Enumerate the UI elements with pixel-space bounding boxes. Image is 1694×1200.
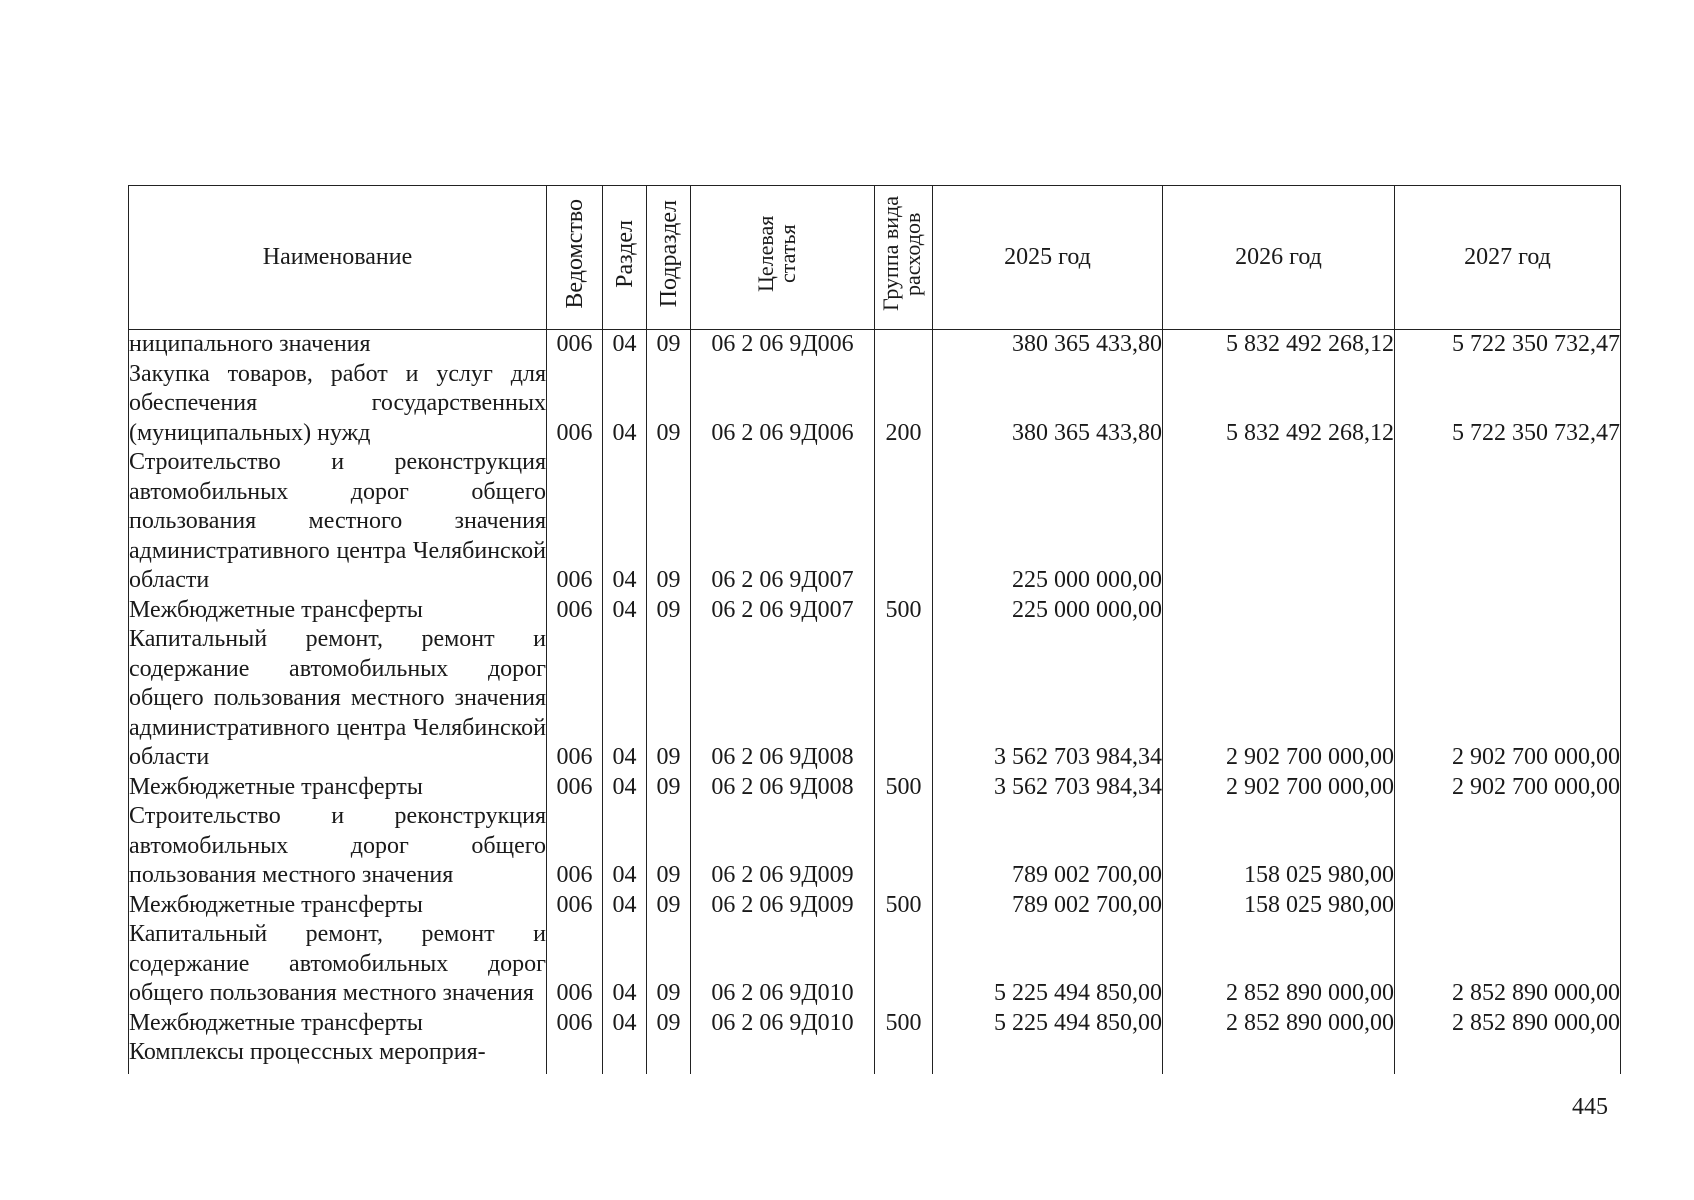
row-2026: 158 025 980,00 xyxy=(1163,802,1395,891)
row-2026 xyxy=(1163,448,1395,596)
row-2025: 225 000 000,00 xyxy=(933,596,1163,626)
row-gruppa xyxy=(875,920,933,1009)
row-2027: 2 852 890 000,00 xyxy=(1395,1009,1621,1039)
row-2025: 5 225 494 850,00 xyxy=(933,1009,1163,1039)
row-2027 xyxy=(1395,891,1621,921)
table-row xyxy=(129,596,1621,626)
table-row xyxy=(129,1009,1621,1039)
row-2027: 5 722 350 732,47 xyxy=(1395,360,1621,449)
header-2027-label: 2027 год xyxy=(1464,244,1551,270)
row-2025: 380 365 433,80 xyxy=(933,330,1163,360)
header-gruppa xyxy=(875,186,933,330)
row-2027 xyxy=(1395,596,1621,626)
row-2025: 789 002 700,00 xyxy=(933,802,1163,891)
table-row xyxy=(129,891,1621,921)
row-2026: 2 902 700 000,00 xyxy=(1163,773,1395,803)
row-2026: 2 852 890 000,00 xyxy=(1163,1009,1395,1039)
table-header-row xyxy=(129,186,1621,330)
row-vedomstvo: 006 xyxy=(547,596,603,626)
row-podrazdel: 09 xyxy=(647,330,691,360)
row-vedomstvo: 006 xyxy=(547,773,603,803)
row-podrazdel: 09 xyxy=(647,625,691,773)
row-tselevaya: 06 2 06 9Д008 xyxy=(691,625,875,773)
row-razdel: 04 xyxy=(603,330,647,360)
row-gruppa xyxy=(875,625,933,773)
row-podrazdel xyxy=(647,1038,691,1068)
page-number: 445 xyxy=(1572,1094,1608,1120)
header-vedomstvo-label: Ведомство xyxy=(561,199,588,309)
header-gruppa-label: Группа вида расходов xyxy=(877,196,925,312)
row-tselevaya: 06 2 06 9Д010 xyxy=(691,1009,875,1039)
row-razdel: 04 xyxy=(603,891,647,921)
row-podrazdel: 09 xyxy=(647,360,691,449)
header-2026-label: 2026 год xyxy=(1235,244,1322,270)
row-name: Строительство и реконструкция автомобильных дорог общего пользования местного значения xyxy=(129,802,547,891)
header-2025-label: 2025 год xyxy=(1004,244,1091,270)
row-podrazdel: 09 xyxy=(647,920,691,1009)
row-name: Закупка товаров, работ и услуг для обеспечения государственных (муниципальных) нужд xyxy=(129,360,547,449)
row-2026 xyxy=(1163,1038,1395,1068)
row-razdel: 04 xyxy=(603,360,647,449)
header-podrazdel-label: Подраздел xyxy=(655,200,682,308)
row-2025: 3 562 703 984,34 xyxy=(933,625,1163,773)
table-row xyxy=(129,448,1621,596)
row-razdel: 04 xyxy=(603,802,647,891)
row-tselevaya xyxy=(691,1038,875,1068)
row-podrazdel: 09 xyxy=(647,448,691,596)
row-razdel: 04 xyxy=(603,448,647,596)
header-razdel xyxy=(603,186,647,330)
table-row xyxy=(129,802,1621,891)
table-row-spacer xyxy=(129,1068,1621,1074)
row-2026: 158 025 980,00 xyxy=(1163,891,1395,921)
row-gruppa xyxy=(875,1038,933,1068)
table-row xyxy=(129,625,1621,773)
table-row xyxy=(129,330,1621,360)
row-vedomstvo: 006 xyxy=(547,1009,603,1039)
row-vedomstvo: 006 xyxy=(547,448,603,596)
row-podrazdel: 09 xyxy=(647,1009,691,1039)
table-row xyxy=(129,773,1621,803)
row-gruppa: 500 xyxy=(875,1009,933,1039)
row-vedomstvo: 006 xyxy=(547,891,603,921)
row-tselevaya: 06 2 06 9Д007 xyxy=(691,596,875,626)
header-razdel-label: Раздел xyxy=(611,220,638,288)
row-podrazdel: 09 xyxy=(647,773,691,803)
row-podrazdel: 09 xyxy=(647,802,691,891)
row-2026: 2 852 890 000,00 xyxy=(1163,920,1395,1009)
header-tselevaya-label: Целевая статья xyxy=(752,215,800,293)
row-tselevaya: 06 2 06 9Д006 xyxy=(691,360,875,449)
row-gruppa xyxy=(875,330,933,360)
header-2026 xyxy=(1163,186,1395,330)
row-vedomstvo: 006 xyxy=(547,920,603,1009)
row-vedomstvo xyxy=(547,1038,603,1068)
row-vedomstvo: 006 xyxy=(547,360,603,449)
row-tselevaya: 06 2 06 9Д009 xyxy=(691,891,875,921)
row-razdel: 04 xyxy=(603,625,647,773)
row-name: Межбюджетные трансферты xyxy=(129,1009,547,1039)
row-razdel: 04 xyxy=(603,596,647,626)
row-name: Капитальный ремонт, ремонт и содержание автомобильных дорог общего пользования местного значения xyxy=(129,920,547,1009)
row-2026: 5 832 492 268,12 xyxy=(1163,330,1395,360)
row-vedomstvo: 006 xyxy=(547,802,603,891)
budget-table xyxy=(128,185,1621,1074)
row-tselevaya: 06 2 06 9Д007 xyxy=(691,448,875,596)
row-2025: 789 002 700,00 xyxy=(933,891,1163,921)
row-2027 xyxy=(1395,448,1621,596)
row-name: Межбюджетные трансферты xyxy=(129,891,547,921)
row-podrazdel: 09 xyxy=(647,891,691,921)
row-name: Межбюджетные трансферты xyxy=(129,773,547,803)
row-gruppa xyxy=(875,448,933,596)
row-2026: 5 832 492 268,12 xyxy=(1163,360,1395,449)
header-name-label: Наименование xyxy=(262,244,413,270)
row-vedomstvo: 006 xyxy=(547,625,603,773)
row-gruppa xyxy=(875,802,933,891)
row-razdel xyxy=(603,1038,647,1068)
header-vedomstvo xyxy=(547,186,603,330)
row-tselevaya: 06 2 06 9Д006 xyxy=(691,330,875,360)
row-2027: 2 902 700 000,00 xyxy=(1395,625,1621,773)
row-gruppa: 500 xyxy=(875,891,933,921)
row-razdel: 04 xyxy=(603,773,647,803)
row-2027: 2 852 890 000,00 xyxy=(1395,920,1621,1009)
table-row xyxy=(129,1038,1621,1068)
table-row xyxy=(129,360,1621,449)
row-2026: 2 902 700 000,00 xyxy=(1163,625,1395,773)
table-row xyxy=(129,920,1621,1009)
row-razdel: 04 xyxy=(603,1009,647,1039)
row-name: ниципального значения xyxy=(129,330,547,360)
row-name: Межбюджетные трансферты xyxy=(129,596,547,626)
row-2025: 3 562 703 984,34 xyxy=(933,773,1163,803)
row-2025: 225 000 000,00 xyxy=(933,448,1163,596)
row-razdel: 04 xyxy=(603,920,647,1009)
row-2027: 5 722 350 732,47 xyxy=(1395,330,1621,360)
header-name xyxy=(129,186,547,330)
header-2027 xyxy=(1395,186,1621,330)
row-name: Комплексы процессных мероприя- xyxy=(129,1038,547,1068)
row-2027 xyxy=(1395,802,1621,891)
row-2027 xyxy=(1395,1038,1621,1068)
row-tselevaya: 06 2 06 9Д008 xyxy=(691,773,875,803)
row-2025: 5 225 494 850,00 xyxy=(933,920,1163,1009)
row-tselevaya: 06 2 06 9Д010 xyxy=(691,920,875,1009)
row-2026 xyxy=(1163,596,1395,626)
header-tselevaya xyxy=(691,186,875,330)
row-vedomstvo: 006 xyxy=(547,330,603,360)
row-gruppa: 500 xyxy=(875,596,933,626)
row-gruppa: 200 xyxy=(875,360,933,449)
header-podrazdel xyxy=(647,186,691,330)
row-podrazdel: 09 xyxy=(647,596,691,626)
row-tselevaya: 06 2 06 9Д009 xyxy=(691,802,875,891)
row-name: Строительство и реконструкция автомобильных дорог общего пользования местного значения административного центра Челябинской области xyxy=(129,448,547,596)
row-gruppa: 500 xyxy=(875,773,933,803)
header-2025 xyxy=(933,186,1163,330)
row-2025 xyxy=(933,1038,1163,1068)
row-2025: 380 365 433,80 xyxy=(933,360,1163,449)
row-name: Капитальный ремонт, ремонт и содержание автомобильных дорог общего пользования местного значения административного центра Челябинской области xyxy=(129,625,547,773)
row-2027: 2 902 700 000,00 xyxy=(1395,773,1621,803)
